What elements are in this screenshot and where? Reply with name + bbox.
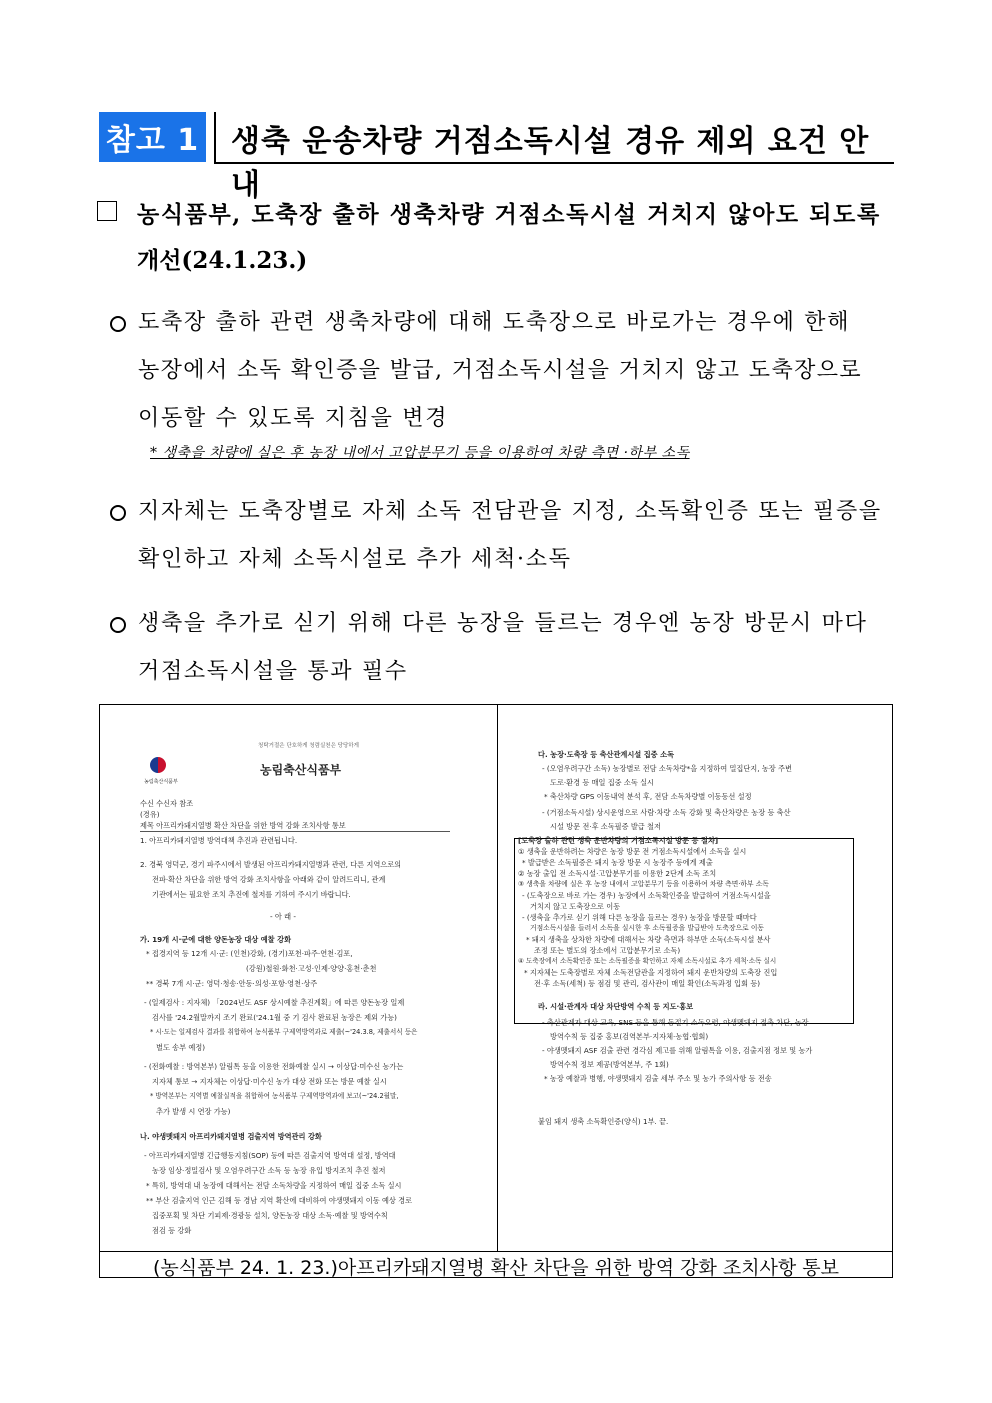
doc-line: * 발급받은 소독필증은 돼지 농장 방문 시 농장주 등에게 제출 [522, 858, 713, 867]
section-heading-line2: 개선(24.1.23.) [137, 247, 308, 274]
doc-line: 농장 임상·정밀검사 및 오염우려구간 소독 등 농장 유입 방지조치 추진 철저 [152, 1166, 386, 1175]
doc-line: 도로·환경 등 매일 집중 소독 실시 [550, 778, 654, 787]
bullet-line: 이동할 수 있도록 지침을 변경 [138, 406, 449, 431]
figure-caption: (농식품부 24. 1. 23.)아프리카돼지열병 확산 차단을 위한 방역 강화 조치사항 통보 [152, 1257, 840, 1279]
doc-line: - (일제검사 : 지자체) 「2024년도 ASF 상시예찰 추진계획」에 따른 양돈농장 일제 [144, 998, 405, 1007]
doc-line: * 방역본부는 지역별 예찰실적을 취합하여 농식품부 구제역방역과에 보고(~'24.2월말, [150, 1092, 399, 1100]
doc-line: - 아프리카돼지열병 긴급행동지침(SOP) 등에 따른 검출지역 방역대 설정, 방역대 [144, 1151, 396, 1160]
doc-line: * 축산차량 GPS 이동내역 분석 후, 전담 소독차량별 이동동선 설정 [544, 792, 752, 801]
section-heading [137, 192, 897, 284]
doc-line: - 축산관계자 대상 교육, SNS 등을 통해 동절기 소독요령, 야생멧돼지 접촉 차단, 농장 [542, 1018, 809, 1027]
doc-line: * 농장 예찰과 병행, 야생멧돼지 검출 세부 주소 및 농가 주의사항 등 전송 [544, 1074, 772, 1083]
square-bullet-icon [97, 201, 117, 221]
doc-line: - (오염우려구간 소독) 농장별로 전담 소독차량*을 지정하여 밀집단지, 농장 주변 [542, 764, 792, 773]
circle-bullet-icon [110, 505, 126, 521]
section-heading-line1: 농식품부, 도축장 출하 생축차량 거점소독시설 거치지 않아도 되도록 [137, 201, 881, 228]
doc-line: ** 경북 7개 시·군: 영덕·청송·안동·의성·포항·영천·상주 [146, 979, 318, 988]
doc-line: 방역수칙 등 집중 홍보(검역본부·지자체·농협·협회) [550, 1032, 709, 1041]
doc-line: 거치지 않고 도축장으로 이동 [530, 902, 621, 911]
doc-line: 방역수칙 정보 제공(방역본부, 주 1회) [550, 1060, 669, 1069]
bullet-line: 거점소독시설을 통과 필수 [138, 659, 408, 684]
doc-line: * 돼지 생축을 상차한 차량에 대해서는 차량 측면과 하부만 소독(소독시설 분사 [526, 935, 771, 944]
doc-line: 점검 등 강화 [152, 1226, 192, 1235]
bullet-line: 생축을 추가로 싣기 위해 다른 농장을 들르는 경우엔 농장 방문시 마다 [138, 611, 868, 636]
circle-bullet-icon [110, 617, 126, 633]
doc-line: * 접경지역 등 12개 시·군: (인천)강화, (경기)포천·파주·연천·김포, [146, 949, 353, 958]
doc-line: - (생축을 추가로 싣기 위해 다른 농장을 들르는 경우) 농장을 방문할 때마다 [522, 913, 757, 922]
doc-line: - 야생멧돼지 ASF 검출 관련 경각심 제고를 위해 알림톡을 이용, 검출지점 정보 및 농가 [542, 1046, 813, 1055]
doc-line: 추가 발생 시 연장 가능) [156, 1107, 231, 1116]
doc-line: [도축장 출하 관련 생축 운반차량의 거점소독시설 방문 등 절차] [518, 836, 719, 845]
left-page-body [140, 798, 450, 1236]
doc-line: 2. 경북 영덕군, 경기 파주시에서 발생된 아프리카돼지열병과 관련, 다른 지역으로의 [140, 860, 402, 869]
footnote: * 생축을 차량에 실은 후 농장 내에서 고압분무기 등을 이용하여 차량 측면 ·하부 소독 [150, 445, 690, 461]
doc-line: 전·후 소독(세척) 등 점검 및 관리, 검사관이 매일 확인(소독과정 입회 등) [534, 979, 761, 988]
doc-line: 붙임 돼지 생축 소독확인증(양식) 1부. 끝. [538, 1117, 669, 1126]
doc-line: ** 부산 검출지역 인근 김해 등 경남 지역 확산에 대비하여 야생멧돼지 이동 예상 경로 [146, 1196, 413, 1205]
doc-line: * 시·도는 일제검사 결과를 취합하여 농식품부 구제역방역과로 제출(~'24.3.8, 제출서식 등은 [150, 1028, 418, 1036]
doc-line: (경유) [140, 810, 160, 819]
caption-separator [100, 1251, 892, 1252]
doc-line: ④ 도축장에서 소독확인증 또는 소독필증을 확인하고 자체 소독시설로 추가 세척·소독 실시 [518, 957, 777, 965]
doc-line: 검사를 '24.2월말까지 조기 완료('24.1월 중 기 검사 완료된 농장은 제외 가능) [152, 1013, 397, 1022]
bullet-line: 농장에서 소독 확인증을 발급, 거점소독시설을 거치지 않고 도축장으로 [138, 358, 863, 383]
right-page-body [518, 749, 878, 1127]
bullet-line: 확인하고 자체 소독시설로 추가 세척·소독 [138, 547, 572, 572]
doc-line: 1. 아프리카돼지열병 방역대책 추진과 관련됩니다. [140, 836, 298, 845]
page-title: 생축 운송차량 거점소독시설 경유 제외 요건 안내 [231, 124, 870, 203]
title-underline [214, 162, 894, 164]
ministry-small-label: 농림축산식품부 [144, 779, 178, 785]
bullet-item-1 [138, 299, 862, 443]
government-emblem-icon [150, 757, 166, 773]
doc-line: (강원)철원·화천·고성·인제·양양·홍천·춘천 [246, 964, 377, 973]
doc-line: ② 농장 출입 전 소독시설·고압분무기를 이용한 2단계 소독 조치 [518, 869, 717, 878]
doc-line: 기관에서는 필요한 조치 추진에 철저를 기하여 주시기 바랍니다. [152, 890, 351, 899]
title-row [99, 112, 894, 203]
doc-line: ① 생축을 운반하려는 차량은 농장 방문 전 거점소독시설에서 소독을 실시 [518, 847, 747, 856]
doc-line: * 특히, 방역대 내 농장에 대해서는 전담 소독차량을 지정하여 매일 집중 소독 실시 [146, 1181, 402, 1190]
doc-line: 별도 송부 예정) [156, 1043, 206, 1052]
doc-line: ③ 생축을 차량에 실은 후 농장 내에서 고압분무기 등을 이용하여 차량 측면·하부 소독 [518, 880, 769, 888]
reference-badge: 참고 1 [99, 112, 206, 162]
left-document-page [100, 705, 497, 1251]
bullet-line: 도축장 출하 관련 생축차량에 대해 도축장으로 바로가는 경우에 한해 [138, 310, 851, 335]
circle-bullet-icon [110, 316, 126, 332]
doc-line: 수신 수신자 참조 [140, 799, 194, 808]
title-divider [214, 112, 216, 162]
doc-line: * 지자체는 도축장별로 자체 소독전담관을 지정하여 돼지 운반차량의 도축장 진입 [524, 968, 778, 977]
doc-line: 다. 농장·도축장 등 축산관계시설 집중 소독 [538, 750, 675, 759]
doc-line: 거점소독시설을 들러서 소독을 실시한 후 소독필증을 발급받아 도축장으로 이동 [530, 924, 764, 932]
doc-line: 집중포획 및 차단 기피제·경광등 설치, 양돈농장 대상 소독·예찰 및 방역수칙 [152, 1211, 388, 1220]
doc-line: 라. 시설·관계자 대상 차단방역 수칙 등 지도·홍보 [538, 1002, 694, 1011]
doc-line: 조정 또는 별도의 장소에서 고압분무기로 소독) [534, 946, 681, 955]
doc-line: - (도축장으로 바로 가는 경우) 농장에서 소독확인증을 발급하여 거점소독시설을 [522, 891, 771, 900]
doc-line: - (전화예찰 : 방역본부) 알림톡 등을 이용한 전화예찰 실시 → 이상답·미수신 농가는 [144, 1062, 404, 1071]
document-figure [99, 704, 893, 1278]
doc-line: 나. 야생멧돼지 아프리카돼지열병 검출지역 방역관리 강화 [140, 1132, 322, 1141]
right-document-page [498, 705, 893, 1251]
doc-line: 가. 19개 시·군에 대한 양돈농장 대상 예찰 강화 [140, 935, 292, 944]
bullet-item-2 [138, 488, 882, 584]
doc-line: - 아 래 - [270, 912, 296, 921]
doc-line: 지자체 통보 → 지자체는 이상답·미수신 농가 대상 전화 또는 방문 예찰 실시 [152, 1077, 387, 1086]
bullet-line: 지자체는 도축장별로 자체 소독 전담관을 지정, 소독확인증 또는 필증을 [138, 499, 882, 524]
doc-line: 전파·확산 차단을 위한 방역 강화 조치사항을 아래와 같이 알려드리니, 관계 [152, 875, 386, 884]
slogan: 청탁거절은 단호하게 청렴실천은 당당하게 [258, 743, 359, 749]
bullet-item-3 [138, 600, 868, 696]
doc-line: 시설 방문 전·후 소독필증 발급 철저 [550, 822, 661, 831]
doc-line: 제목 아프리카돼지열병 확산 차단을 위한 방역 강화 조치사항 통보 [140, 820, 450, 832]
doc-line: - (거점소독시설) 상시운영으로 사람·차량 소독 강화 및 축산차량은 농장 등 축산 [542, 808, 791, 817]
ministry-name: 농림축산식품부 [260, 763, 342, 777]
